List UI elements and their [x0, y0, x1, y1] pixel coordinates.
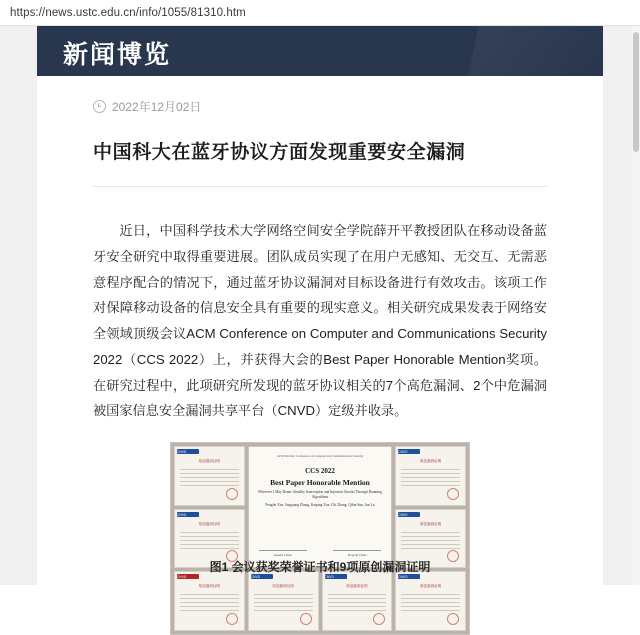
certificate-seal [300, 613, 312, 625]
cnvd-certificate [395, 571, 466, 631]
certificate-title: 原创漏洞证明 [419, 459, 442, 464]
cnvd-badge-label: CNVD [398, 450, 408, 455]
page-body [0, 26, 640, 589]
article-body: 近日，中国科学技术大学网络空间安全学院薛开平教授团队在移动设备蓝牙安全研究中取得重要进展。团队成员实现了在用户无感知、无交互、无需恶意程序配合的情况下，通过蓝牙协议漏洞对目标设备进行有效攻击。该项工作对保障移动设备的信息安全具有重要的现实意义。相关研究成果发表于网络安全领域顶级会议ACM Conference on Computer and Communications Security 2022（CCS 2022）上，并获得大会的Best Paper Honorable Mention奖项。在研究过程中，此项研究所发现的蓝牙协议相关的7个高危漏洞、2个中危漏洞被国家信息安全漏洞共享平台（CNVD）定级并收录。 [93, 223, 547, 419]
award-header: ACM SIGSAC Conference on Computer and Communications Security [276, 454, 364, 459]
article-figure [170, 442, 470, 635]
clock-icon [93, 100, 106, 113]
award-signature-right: Program Chairs [333, 550, 381, 557]
award-title: Best Paper Honorable Mention [270, 478, 370, 488]
certificate-title: 原创漏洞证明 [419, 521, 442, 526]
cnvd-certificate [322, 571, 393, 631]
certificate-seal [373, 613, 385, 625]
cnvd-certificate [395, 446, 466, 506]
certificate-title: 原创漏洞证明 [198, 521, 221, 526]
award-authors: Pengfei Xue, Jingqiang Zhang, Kaiping Xue, Chi Zhang, Qibin Sun, Jun Lu [265, 503, 375, 508]
scrollbar-track[interactable] [632, 26, 640, 585]
figure-caption-wrap [37, 548, 603, 575]
award-conference: CCS 2022 [305, 467, 335, 476]
certificate-title: 原创漏洞证明 [419, 584, 442, 589]
cnvd-certificate [174, 571, 245, 631]
certificate-grid [171, 443, 469, 634]
award-paper-title: Wherever I May Roam: Stealthy Interception and Injection Attacks Through Roaming Algorithms [258, 490, 382, 500]
cnvd-badge-label: CNVD [398, 512, 408, 517]
certificate-seal [226, 613, 238, 625]
cnvd-badge-label: CNVD [250, 575, 261, 580]
certificate-seal [447, 488, 459, 500]
cnvd-badge-label: CNVD [324, 575, 334, 580]
certificate-seal [226, 488, 238, 500]
certificate-title: 原创漏洞证明 [198, 584, 221, 589]
award-signature-left: General Chairs [259, 550, 307, 557]
page-title: 中国科大在蓝牙协议方面发现重要安全漏洞 [93, 142, 466, 163]
cnvd-badge-label: CNVD [177, 575, 187, 580]
cnvd-badge-label: CNVD [177, 512, 187, 517]
cnvd-badge-label: CNVD [398, 575, 408, 580]
url-text[interactable]: https://news.ustc.edu.cn/info/1055/81310.htm [10, 6, 246, 19]
site-banner [37, 26, 603, 76]
cnvd-certificate [174, 446, 245, 506]
figure-image [170, 442, 470, 635]
browser-url-bar[interactable] [0, 0, 640, 26]
content-sheet [37, 26, 603, 589]
divider [93, 186, 547, 187]
article-meta [37, 76, 603, 115]
scrollbar-thumb[interactable] [633, 32, 639, 152]
cnvd-badge-label: CNVD [177, 450, 187, 455]
article-date: 2022年12月02日 [112, 100, 202, 114]
banner-title: 新闻博览 [63, 41, 172, 69]
cnvd-certificate [248, 571, 319, 631]
certificate-title: 原创漏洞证明 [198, 459, 221, 464]
figure-caption: 图1 会议获奖荣誉证书和9项原创漏洞证明 [209, 560, 431, 574]
certificate-title: 原创漏洞证明 [346, 584, 368, 589]
banner-decoration [463, 26, 603, 76]
certificate-title: 原创漏洞证明 [272, 584, 294, 589]
certificate-seal [447, 613, 459, 625]
